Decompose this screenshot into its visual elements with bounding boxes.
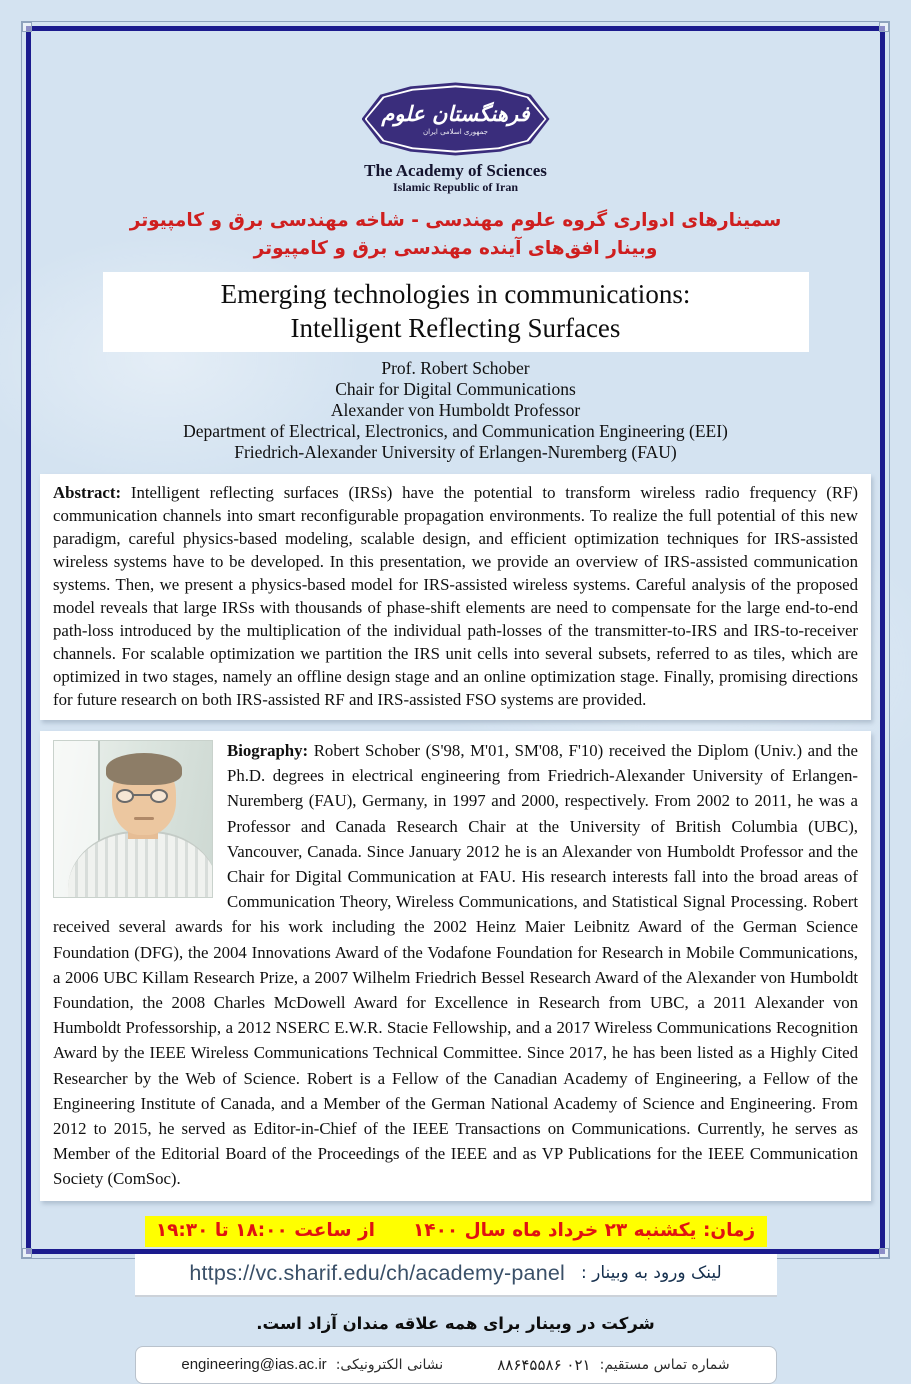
- schedule-date: زمان: یکشنبه ۲۳ خرداد ماه سال ۱۴۰۰: [412, 1219, 756, 1241]
- logo-calligraphy: فرهنگستان علوم: [381, 101, 530, 126]
- series-line-2: وبینار افق‌های آینده مهندسی برق و کامپیوتر: [253, 238, 658, 259]
- academy-logo: [31, 81, 880, 194]
- participation-note: شرکت در وبینار برای همه علاقه مندان آزاد است.: [256, 1313, 655, 1333]
- abstract-section: [40, 474, 871, 720]
- poster-content: [31, 31, 880, 1374]
- logo-motto: جمهوری اسلامی ایران: [423, 127, 488, 136]
- phone-label: شماره تماس مستقیم:: [599, 1356, 730, 1373]
- phone-contact: [497, 1356, 729, 1374]
- webinar-link-row: [135, 1254, 777, 1297]
- abstract-label: Abstract:: [53, 483, 122, 502]
- speaker-professorship: Alexander von Humboldt Professor: [330, 400, 581, 420]
- frame-corner-ornament: [879, 22, 889, 32]
- frame-corner-ornament: [22, 1248, 32, 1258]
- talk-title-line-2: Intelligent Reflecting Surfaces: [290, 313, 621, 343]
- speaker-name: Prof. Robert Schober: [381, 358, 530, 378]
- speaker-photo: [53, 740, 213, 898]
- webinar-url-link[interactable]: https://vc.sharif.edu/ch/academy-panel: [189, 1260, 566, 1285]
- glasses-icon: [116, 789, 134, 803]
- biography-section: [40, 731, 871, 1201]
- frame-corner-ornament: [879, 1248, 889, 1258]
- talk-title: [103, 272, 809, 352]
- webinar-link-label: لینک ورود به وبینار :: [581, 1263, 722, 1284]
- speaker-chair: Chair for Digital Communications: [335, 379, 576, 399]
- contact-footer: [135, 1346, 777, 1384]
- academy-medallion-icon: [362, 81, 550, 157]
- logo-subtitle-en: Islamic Republic of Iran: [392, 180, 518, 194]
- email-address[interactable]: engineering@ias.ac.ir: [181, 1356, 327, 1374]
- schedule-time: از ساعت ۱۸:۰۰ تا ۱۹:۳۰: [155, 1219, 375, 1241]
- series-line-1: سمینارهای ادواری گروه علوم مهندسی - شاخه مهندسی برق و کامپیوتر: [129, 210, 782, 231]
- speaker-info: [31, 358, 880, 463]
- speaker-department: Department of Electrical, Electronics, and Communication Engineering (EEI): [183, 421, 728, 441]
- speaker-university: Friedrich-Alexander University of Erlangen-Nuremberg (FAU): [234, 442, 677, 462]
- biography-label: Biography:: [227, 741, 309, 760]
- email-label: نشانی الکترونیکی:: [335, 1356, 444, 1373]
- phone-number: ۸۸۶۴۵۵۸۶ ۰۲۱: [497, 1355, 591, 1374]
- biography-text: Robert Schober (S'98, M'01, SM'08, F'10) received the Diplom (Univ.) and the Ph.D. degrees in electrical engineering from Friedrich-Alexander University of Erlangen-Nuremberg (FAU), Germany, in 1997 and 2000, respectively. From 2002 to 2011, he was a Professor and Canada Research Chair at the University of British Columbia (UBC), Vancouver, Canada. Since January 2012 he is an Alexander von Humboldt Professor and the Chair for Digital Communication at FAU. His research interests fall into the broad areas of Communication Theory, Wireless Communications, and Statistical Signal Processing. Robert received several awards for his work including the 2002 Heinz Maier Leibnitz Award of the German Science Foundation (DFG), the 2004 Innovations Award of the Vodafone Foundation for Research in Mobile Communications, a 2006 UBC Killam Research Prize, a 2007 Wilhelm Friedrich Bessel Research Award of the Alexander von Humboldt Foundation, the 2008 Charles McDowell Award for Excellence in Research from UBC, a 2011 Alexander von Humboldt Professorship, a 2012 NSERC E.W.R. Stacie Fellowship, and a 2017 Wireless Communications Recognition Award by the IEEE Wireless Communications Technical Committee. Since 2017, he has been listed as a Highly Cited Researcher by the Web of Science. Robert is a Fellow of the Canadian Academy of Engineering, a Fellow of the Engineering Institute of Canada, and a Member of the German National Academy of Science and Engineering. From 2012 to 2015, he served as Editor-in-Chief of the IEEE Transactions on Communications. Currently, he serves as Member of the Editorial Board of the Proceedings of the IEEE and as VP Publications for the IEEE Communication Society (ComSoc).: [53, 741, 858, 1189]
- logo-title-en: The Academy of Sciences: [364, 161, 547, 180]
- talk-title-line-1: Emerging technologies in communications:: [220, 279, 691, 309]
- schedule-banner: [145, 1216, 767, 1247]
- abstract-text: Intelligent reflecting surfaces (IRSs) have the potential to transform wireless radio frequency (RF) communication channels into smart reconfigurable propagation environments. To realize the full potential of this new paradigm, careful physics-based modeling, scalable design, and efficient optimization techniques for IRS-assisted wireless systems have to be developed. In this presentation, we provide an overview of IRS-assisted communication systems. Then, we present a physics-based model for IRS-assisted wireless systems. Careful analysis of the proposed model reveals that large IRSs with thousands of phase-shift elements are need to compensate for the large end-to-end path-loss introduced by the multiplication of the individual path-losses of the transmitter-to-IRS and IRS-to-receiver channels. For scalable optimization we partition the IRS unit cells into several subsets, referred to as tiles, which are optimized in two stages, namely an offline design stage and an online optimization stage. Finally, promising directions for future research on both IRS-assisted RF and IRS-assisted FSO systems are provided.: [53, 483, 858, 709]
- seminar-series-title: [31, 207, 880, 263]
- email-contact: [181, 1356, 443, 1373]
